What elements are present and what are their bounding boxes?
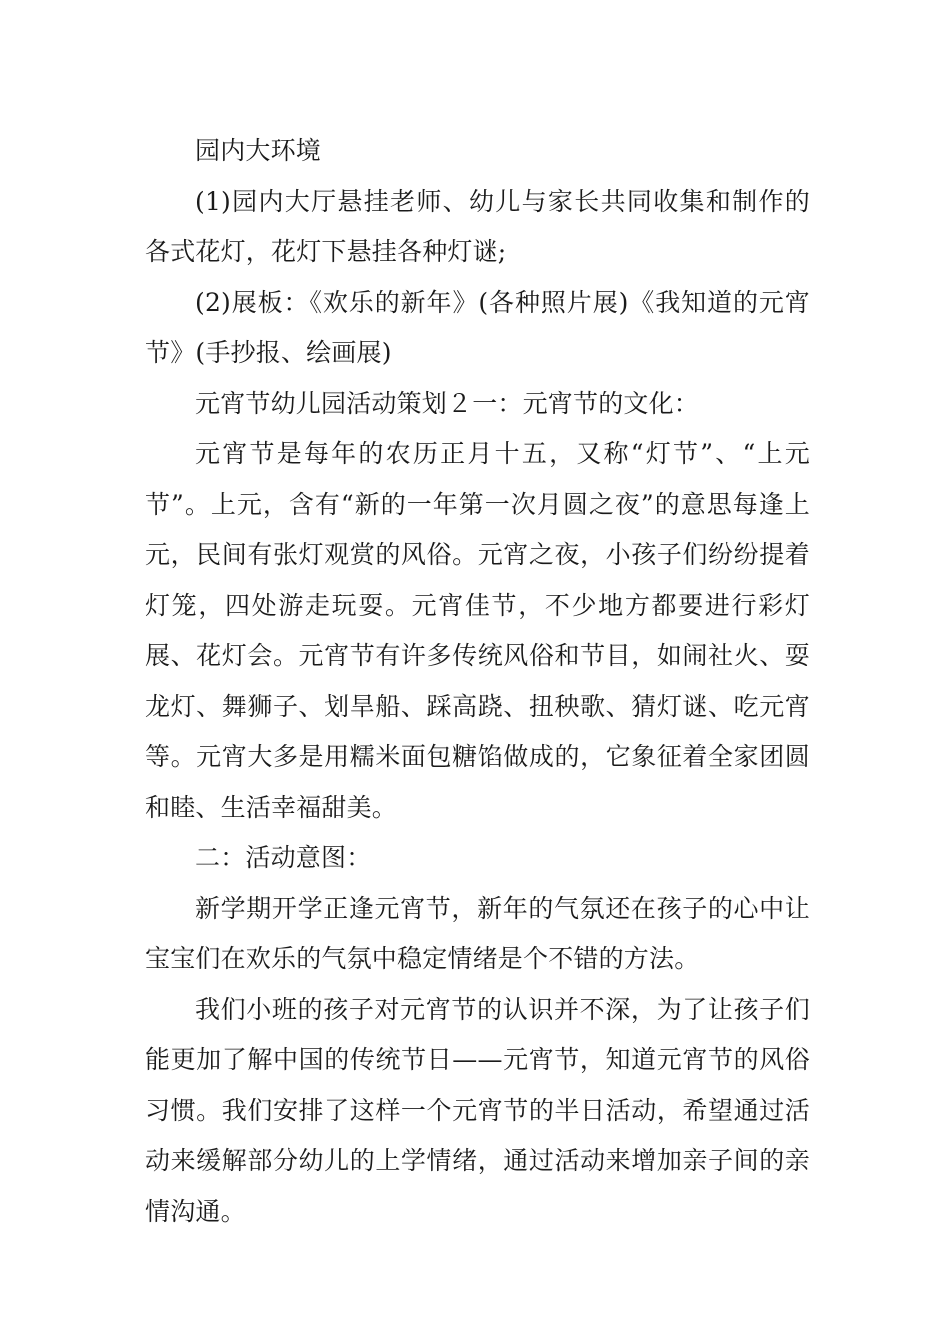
paragraph-hall-lanterns: (1)园内大厅悬挂老师、幼儿与家长共同收集和制作的各式花灯，花灯下悬挂各种灯谜; (145, 186, 810, 266)
paragraph-lantern-festival-culture: 元宵节是每年的农历正月十五，又称“灯节”、“上元节”。上元，含有“新的一年第一次月圆之夜”的意思每逢上元，民间有张灯观赏的风俗。元宵之夜，小孩子们纷纷提着灯笼，四处游走玩耍。元宵佳节，不少地方都要进行彩灯展、花灯会。元宵节有许多传统风俗和节目，如闹社火、耍龙灯、舞狮子、划旱船、踩高跷、扭秧歌、猜灯谜、吃元宵等。元宵大多是用糯米面包糖馅做成的，它象征着全家团圆和睦、生活幸福甜美。 (145, 439, 810, 822)
paragraph-environment-heading: 园内大环境 (195, 136, 322, 165)
paragraph-new-semester: 新学期开学正逢元宵节，新年的气氛还在孩子的心中让宝宝们在欢乐的气氛中稳定情绪是个不错的方法。 (145, 893, 810, 973)
paragraph-display-boards: (2)展板：《欢乐的新年》(各种照片展)《我知道的元宵节》(手抄报、绘画展) (145, 287, 810, 367)
paragraph-plan-2-culture-heading: 元宵节幼儿园活动策划２一：元宵节的文化： (195, 388, 700, 418)
paragraph-activity-intent-heading: 二：活动意图： (195, 843, 372, 872)
document-body (145, 126, 810, 1237)
paragraph-small-class-purpose: 我们小班的孩子对元宵节的认识并不深，为了让孩子们能更加了解中国的传统节日——元宵节，知道元宵节的风俗习惯。我们安排了这样一个元宵节的半日活动，希望通过活动来缓解部分幼儿的上学情绪，通过活动来增加亲子间的亲情沟通。 (145, 994, 810, 1226)
